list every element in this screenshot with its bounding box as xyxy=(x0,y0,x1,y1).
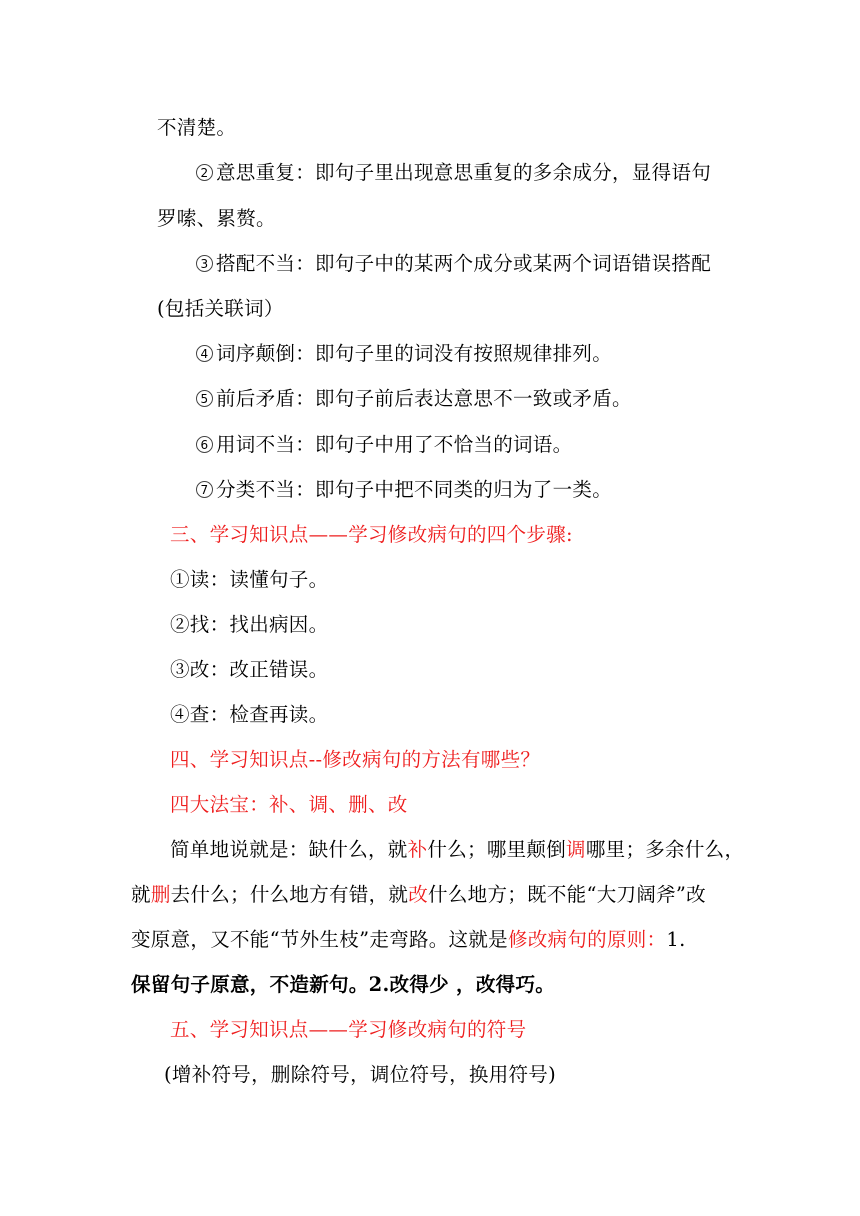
step-3: ③改：改正错误。 xyxy=(170,658,329,681)
highlight: 调 xyxy=(566,838,586,861)
error-type-6 xyxy=(196,433,572,457)
section-heading-5: 五、学习知识点——学习修改病句的符号 xyxy=(170,1018,527,1041)
text: 前后矛盾：即句子前后表达意思不一致或矛盾。 xyxy=(216,387,632,410)
text: 用词不当：即句子中用了不恰当的词语。 xyxy=(216,433,573,456)
circled-number: 2 xyxy=(196,164,213,181)
paragraph-line-1 xyxy=(170,838,744,862)
highlight: 修改病句的原则： xyxy=(507,928,667,951)
text: 搭配不当：即句子中的某两个成分或某两个词语错误搭配 xyxy=(216,252,712,275)
text: 词序颠倒：即句子里的词没有按照规律排列。 xyxy=(216,342,613,365)
text: (包括关联词） xyxy=(157,297,284,320)
circled-number: 7 xyxy=(196,481,213,498)
continued-text xyxy=(157,116,236,140)
text: 什么地方；既不能“大刀阔斧”改 xyxy=(428,883,706,906)
error-type-4 xyxy=(196,342,612,366)
text: 简单地说就是：缺什么，就 xyxy=(170,838,408,861)
error-type-3-cont xyxy=(157,297,284,321)
step-1: ①读：读懂句子。 xyxy=(170,568,329,591)
section-heading-3: 三、学习知识点——学习修改病句的四个步骤: xyxy=(170,523,573,546)
circled-number: 3 xyxy=(196,255,213,272)
error-type-3 xyxy=(196,252,711,276)
step-4: ④查：检查再读。 xyxy=(170,703,329,726)
symbol-list: (增补符号，删除符号，调位符号，换用符号) xyxy=(164,1063,557,1086)
text: 变原意，又不能“节外生枝”走弯路。这就是 xyxy=(131,928,508,951)
text: 去什么；什么地方有错，就 xyxy=(170,883,409,906)
section-subheading-4: 四大法宝：补、调、删、改 xyxy=(170,793,408,816)
text: 意思重复：即句子里出现意思重复的多余成分，显得语句 xyxy=(216,161,712,184)
paragraph-line-3 xyxy=(131,928,686,952)
error-type-2 xyxy=(196,161,711,185)
circled-number: 6 xyxy=(196,436,213,453)
text: 分类不当：即句子中把不同类的归为了一类。 xyxy=(216,478,613,501)
text: 就 xyxy=(131,883,151,906)
highlight: 删 xyxy=(150,883,171,906)
text: 1. xyxy=(666,928,686,951)
step-2: ②找：找出病因。 xyxy=(170,613,329,636)
error-type-2-cont xyxy=(157,207,276,231)
highlight: 补 xyxy=(407,838,428,861)
error-type-5 xyxy=(196,387,632,411)
paragraph-line-2 xyxy=(131,883,706,907)
text: 什么；哪里颠倒 xyxy=(427,838,567,861)
text: 哪里；多余什么， xyxy=(585,838,745,861)
paragraph-line-4: 保留句子原意，不造新句。2.改得少 ，改得巧。 xyxy=(131,973,556,996)
highlight: 改 xyxy=(408,883,429,906)
circled-number: 5 xyxy=(196,390,213,407)
text: 不清楚。 xyxy=(157,116,237,139)
error-type-7 xyxy=(196,478,612,502)
section-heading-4: 四、学习知识点--修改病句的方法有哪些？ xyxy=(170,748,541,771)
circled-number: 4 xyxy=(196,345,213,362)
text: 罗嗦、累赘。 xyxy=(157,207,276,230)
